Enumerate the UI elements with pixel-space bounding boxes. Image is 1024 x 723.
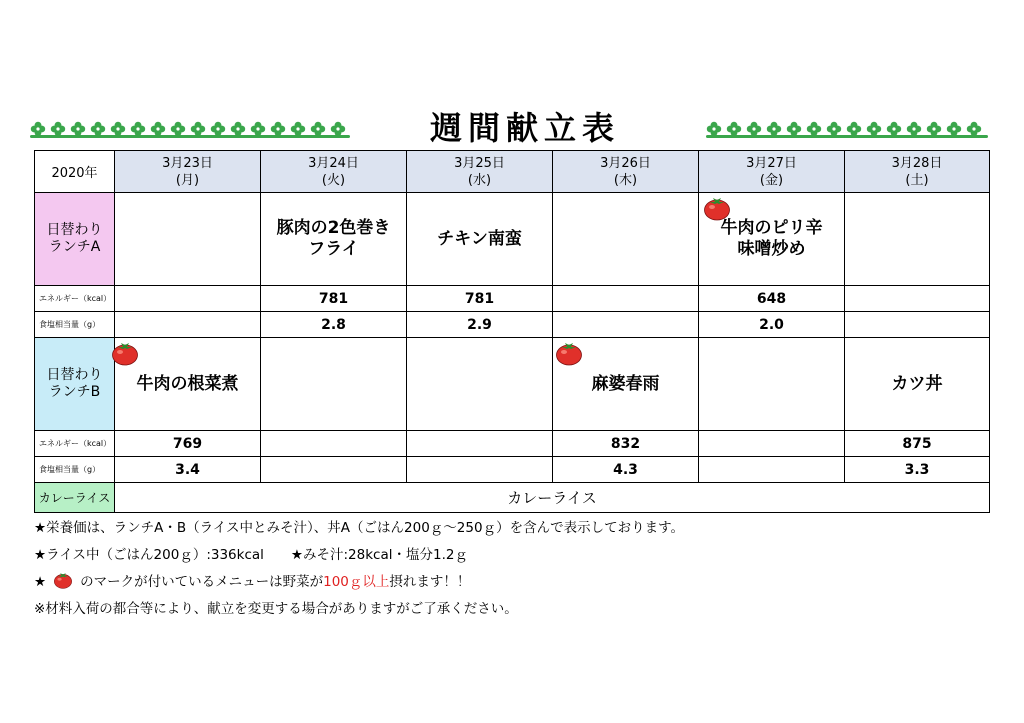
lunch-b-label-line2: ランチB <box>48 384 101 400</box>
lunch-b-energy-row <box>35 431 990 457</box>
day-date: 3月27日 <box>746 155 797 171</box>
energy-cell <box>407 431 553 457</box>
energy-cell: 781 <box>407 286 553 312</box>
clover-icon <box>170 121 186 137</box>
lunch-a-label-line2: ランチA <box>48 239 101 255</box>
clover-icon <box>110 121 126 137</box>
salt-cell: 2.9 <box>407 312 553 338</box>
salt-cell: 3.3 <box>845 457 990 483</box>
lunch-a-label-line1: 日替わり <box>46 222 103 238</box>
dish-cell <box>407 338 553 431</box>
notes <box>34 515 684 623</box>
curry-value: カレーライス <box>115 483 990 513</box>
note-line-3-highlight: 100ｇ以上 <box>323 574 390 590</box>
clover-icon <box>846 121 862 137</box>
clover-icon <box>806 121 822 137</box>
day-weekday: (火) <box>321 172 346 188</box>
clover-icon <box>190 121 206 137</box>
day-weekday: (土) <box>905 172 929 188</box>
note-line-2: ★ライス中（ごはん200ｇ）:336kcal ★みそ汁:28kcal・塩分1.2ｇ <box>34 547 468 563</box>
lunch-a-salt-row <box>35 312 990 338</box>
energy-cell <box>261 431 407 457</box>
energy-cell <box>553 286 699 312</box>
clover-icon <box>130 121 146 137</box>
dish-cell <box>553 193 699 286</box>
lunch-b-salt-row <box>35 457 990 483</box>
clover-icon <box>726 121 742 137</box>
note-line-3 <box>34 569 684 596</box>
energy-cell: 781 <box>261 286 407 312</box>
lunch-b-label-line1: 日替わり <box>46 367 103 383</box>
clover-icon <box>766 121 782 137</box>
star-mark: ★ <box>34 574 47 590</box>
lunch-a-label <box>35 193 115 286</box>
day-date: 3月23日 <box>162 155 213 171</box>
dish-cell <box>407 193 553 286</box>
nutrition-label: エネルギー（kcal） <box>35 431 115 457</box>
day-weekday: (金) <box>759 172 784 188</box>
dish-cell <box>699 338 845 431</box>
clover-icon <box>946 121 962 137</box>
day-header <box>553 151 699 193</box>
curry-label: カレーライス <box>35 483 115 513</box>
tomato-icon <box>111 340 139 366</box>
dish-name: 牛肉の根菜煮 <box>136 373 239 394</box>
day-header <box>261 151 407 193</box>
year-label: 2020年 <box>35 151 115 193</box>
day-weekday: (水) <box>467 172 492 188</box>
day-weekday: (月) <box>175 172 200 188</box>
clover-icon <box>706 121 722 137</box>
dish-name: 牛肉のピリ辛 味噌炒め <box>720 218 823 259</box>
dish-cell <box>845 338 990 431</box>
dish-cell <box>699 193 845 286</box>
energy-cell: 648 <box>699 286 845 312</box>
clover-icon <box>270 121 286 137</box>
clover-icon <box>886 121 902 137</box>
dish-cell <box>845 193 990 286</box>
lunch-b-label <box>35 338 115 431</box>
clover-icon <box>230 121 246 137</box>
salt-cell <box>261 457 407 483</box>
clover-icon <box>90 121 106 137</box>
clover-icon <box>926 121 942 137</box>
day-header <box>845 151 990 193</box>
dish-name: カツ丼 <box>891 373 943 394</box>
header-row <box>35 151 990 193</box>
note-line-4: ※材料入荷の都合等により、献立を変更する場合がありますがご了承ください。 <box>34 601 518 617</box>
clover-icon <box>746 121 762 137</box>
day-header <box>115 151 261 193</box>
dish-cell <box>115 338 261 431</box>
lunch-a-dish-row <box>35 193 990 286</box>
salt-cell: 2.0 <box>699 312 845 338</box>
note-line-3-text-b: 摂れます！！ <box>389 574 471 590</box>
lunch-a-energy-row <box>35 286 990 312</box>
energy-cell: 875 <box>845 431 990 457</box>
clover-icon <box>866 121 882 137</box>
dish-cell <box>115 193 261 286</box>
clover-icon <box>150 121 166 137</box>
note-line-3-text-a: のマークが付いているメニューは野菜が <box>80 574 324 590</box>
energy-cell: 769 <box>115 431 261 457</box>
clover-icon <box>310 121 326 137</box>
energy-cell <box>699 431 845 457</box>
menu-table <box>34 150 990 513</box>
tomato-icon <box>703 195 731 221</box>
day-date: 3月28日 <box>891 155 943 171</box>
salt-cell: 4.3 <box>553 457 699 483</box>
lunch-b-dish-row <box>35 338 990 431</box>
energy-cell <box>845 286 990 312</box>
dish-name: チキン南蛮 <box>437 228 522 249</box>
clover-row-left <box>30 118 350 140</box>
tomato-icon <box>52 571 74 589</box>
clover-icon <box>210 121 226 137</box>
nutrition-label: エネルギー（kcal） <box>35 286 115 312</box>
clover-icon <box>290 121 306 137</box>
day-date: 3月26日 <box>600 155 651 171</box>
clover-icon <box>330 121 346 137</box>
curry-row <box>35 483 990 513</box>
day-header <box>699 151 845 193</box>
nutrition-label: 食塩相当量（g） <box>35 457 115 483</box>
salt-cell <box>115 312 261 338</box>
energy-cell <box>115 286 261 312</box>
day-date: 3月25日 <box>454 155 505 171</box>
note-line-1: ★栄養価は、ランチA・B（ライス中とみそ汁）、丼A（ごはん200ｇ～250ｇ）を含んで表示しております。 <box>34 520 684 536</box>
salt-cell <box>845 312 990 338</box>
clover-icon <box>50 121 66 137</box>
dish-name: 麻婆春雨 <box>591 373 660 394</box>
salt-cell <box>407 457 553 483</box>
clover-icon <box>906 121 922 137</box>
clover-icon <box>250 121 266 137</box>
nutrition-label: 食塩相当量（g） <box>35 312 115 338</box>
clover-row-right <box>706 118 988 140</box>
clover-icon <box>966 121 982 137</box>
tomato-icon <box>555 340 583 366</box>
day-header <box>407 151 553 193</box>
salt-cell: 3.4 <box>115 457 261 483</box>
energy-cell: 832 <box>553 431 699 457</box>
salt-cell <box>699 457 845 483</box>
page-title: 週間献立表 <box>429 109 620 147</box>
dish-cell <box>553 338 699 431</box>
dish-cell <box>261 338 407 431</box>
dish-cell <box>261 193 407 286</box>
salt-cell: 2.8 <box>261 312 407 338</box>
clover-icon <box>786 121 802 137</box>
day-date: 3月24日 <box>308 155 359 171</box>
clover-icon <box>826 121 842 137</box>
dish-name: 豚肉の2色巻き フライ <box>276 218 391 259</box>
day-weekday: (木) <box>613 172 638 188</box>
salt-cell <box>553 312 699 338</box>
clover-icon <box>70 121 86 137</box>
clover-icon <box>30 121 46 137</box>
